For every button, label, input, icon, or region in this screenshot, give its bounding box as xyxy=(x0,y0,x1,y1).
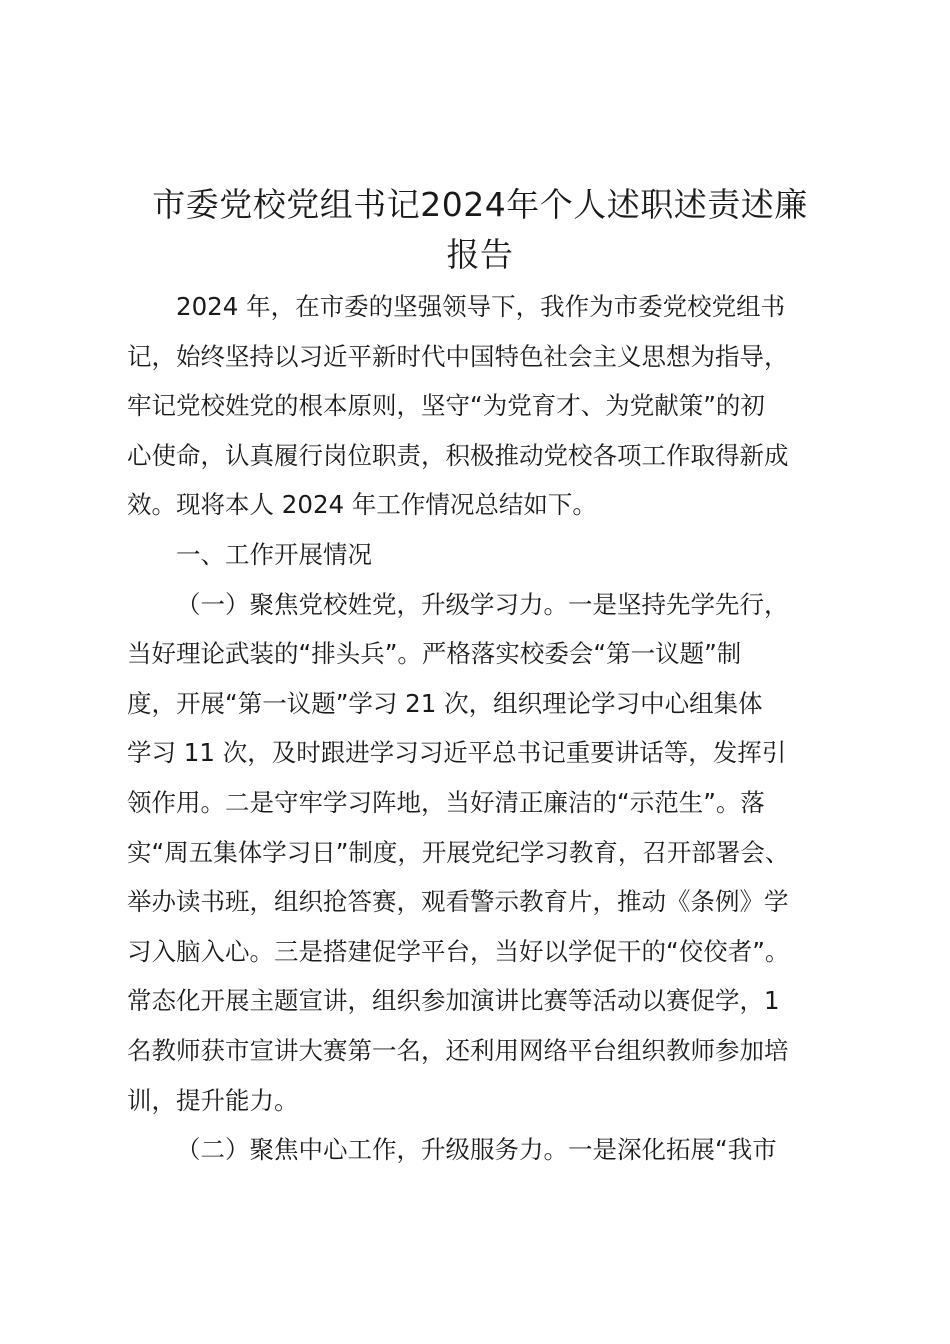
paragraph-line: 举办读书班，组织抢答赛，观看警示教育片，推动《条例》学 xyxy=(127,887,789,917)
paragraph-line: 2024 年，在市委的坚强领导下，我作为市委党校党组书 xyxy=(176,292,786,321)
paragraph-line: 学习 11 次，及时跟进学习习近平总书记重要讲话等，发挥引 xyxy=(127,738,787,768)
paragraph-line: 常态化开展主题宣讲，组织参加演讲比赛等活动以赛促学，1 xyxy=(127,986,780,1016)
paragraph-line: 实“周五集体学习日”制度，开展党纪学习教育，召开部署会、 xyxy=(127,837,790,867)
document-title-line-2: 报告 xyxy=(446,235,514,274)
paragraph-line: 心使命，认真履行岗位职责，积极推动党校各项工作取得新成 xyxy=(127,440,789,470)
section-heading: 一、工作开展情况 xyxy=(176,539,372,569)
paragraph-line: 领作用。二是守牢学习阵地，当好清正廉洁的“示范生”。落 xyxy=(127,787,765,817)
paragraph-line: 当好理论武装的“排头兵”。严格落实校委会“第一议题”制 xyxy=(127,639,742,669)
document-body xyxy=(127,282,847,1175)
document-title-line-1: 市委党校党组书记2024年个人述职述责述廉 xyxy=(152,185,808,224)
paragraph-line: （二）聚焦中心工作，升级服务力。一是深化拓展“我市 xyxy=(176,1135,777,1165)
paragraph-line: 牢记党校姓党的根本原则，坚守“为党育才、为党献策”的初 xyxy=(127,391,765,421)
paragraph-line: 度，开展“第一议题”学习 21 次，组织理论学习中心组集体 xyxy=(127,688,763,718)
paragraph-line: 习入脑入心。三是搭建促学平台，当好以学促干的“佼佼者”。 xyxy=(127,936,790,966)
paragraph-line: （一）聚焦党校姓党，升级学习力。一是坚持先学先行， xyxy=(176,589,789,619)
paragraph-line: 名教师获市宣讲大赛第一名，还利用网络平台组织教师参加培 xyxy=(127,1035,789,1065)
paragraph-line: 效。现将本人 2024 年工作情况总结如下。 xyxy=(127,490,597,520)
paragraph-line: 训，提升能力。 xyxy=(127,1085,299,1115)
paragraph-line: 记，始终坚持以习近平新时代中国特色社会主义思想为指导， xyxy=(127,341,789,371)
